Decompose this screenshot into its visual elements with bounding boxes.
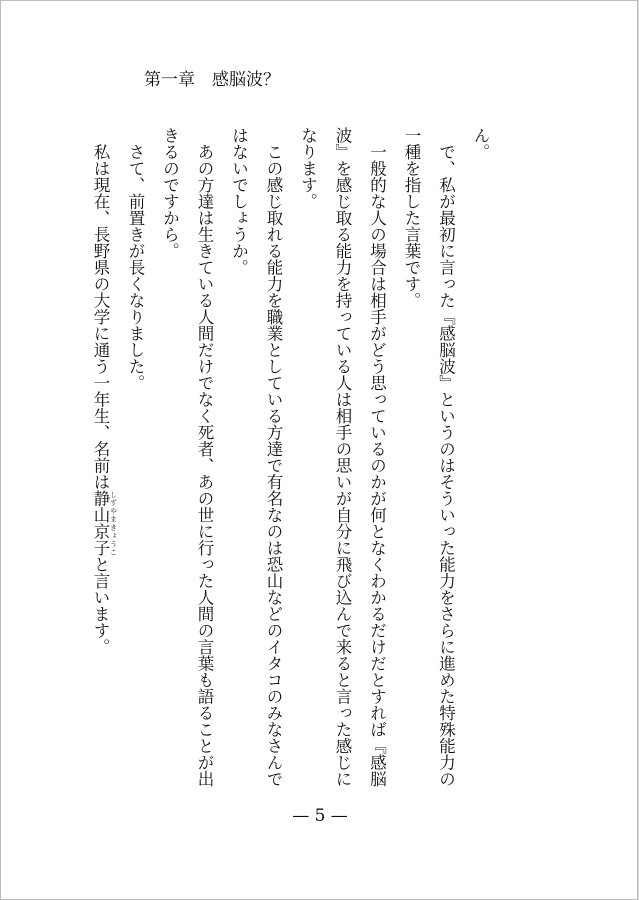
paragraph-last-before: 私は現在、長野県の大学に通う一年生、名前は [91,127,110,490]
paragraph-last [83,127,118,791]
page-number: — 5 — [292,806,348,826]
furigana: しずやまきょうこ [109,490,118,556]
name-with-furigana [91,490,118,556]
paragraph: さて、前置きが長くなりました。 [126,127,145,391]
paragraph: この感じ取れる能力を職業としている方達で有名なのは恐山などのイタコのみなさんではないでしょうか。 [229,127,283,787]
body-text [91,127,497,791]
paragraph: あの方達は生きている人間だけでなく死者、あの世に行った人間の言葉も語ることが出きるのですから。 [160,127,214,787]
name-text: 静山京子 [91,490,110,556]
paragraph: で、私が最初に言った『感脳波』というのはそういった能力をさらに進めた特殊能力の一種を指した言葉です。 [402,127,456,787]
paragraph-last-after: と言います。 [91,556,110,655]
chapter-title: 第一章 感脳波？ [144,70,280,90]
paragraph: 一般的な人の場合は相手がどう思っているのかが何となくわかるだけだとすれば『感脳波』を感じ取る能力を持っている人は相手の思いが自分に飛び込んで来ると言った感じになります。 [298,127,387,787]
paragraph: ん。 [471,127,490,160]
